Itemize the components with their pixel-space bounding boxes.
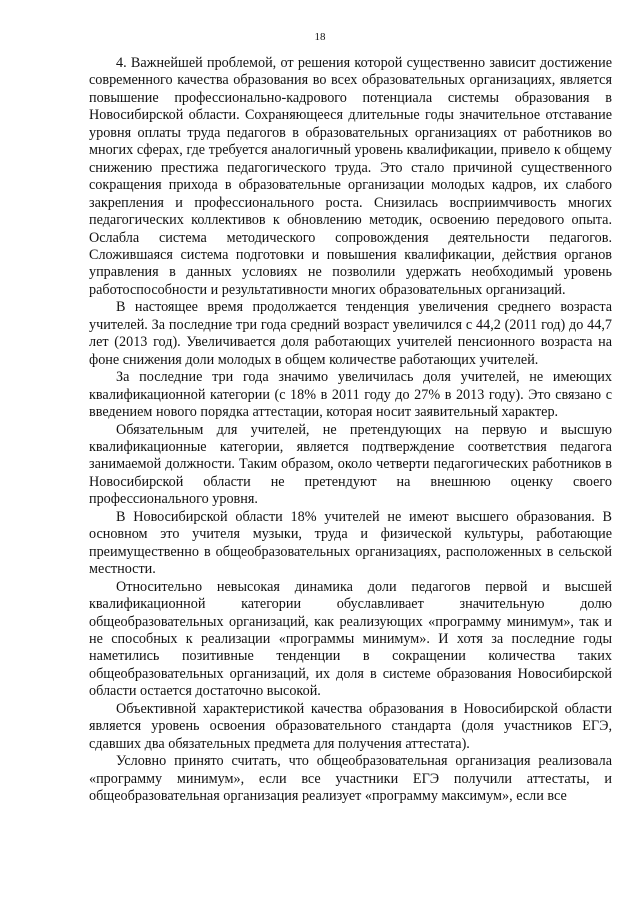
paragraph-higher-education: В Новосибирской области 18% учителей не имеют высшего образования. В основном это учителя музыки, труда и физической культуры, работающие преимущественно в общеобразовательных организациях, расположенных в сельской местности. xyxy=(89,508,612,578)
paragraph-program-minimum: Относительно невысокая динамика доли педагогов первой и высшей квалификационной категории обуславливает значительную долю общеобразовательных организаций, как реализующих «программу минимум», так и не способных к реализации «программы минимум». И хотя за последние годы наметились позитивные тенденции в сокращении количества таких общеобразовательных организаций, их доля в системе образования Новосибирской области остается достаточно высокой. xyxy=(89,578,612,700)
page-number: 18 xyxy=(314,31,326,43)
paragraph-teacher-age: В настоящее время продолжается тенденция увеличения среднего возраста учителей. За последние три года средний возраст увеличился с 44,2 (2011 год) до 44,7 лет (2013 год). Увеличивается доля работающих учителей пенсионного возраста на фоне снижения доли молодых в общем количестве работающих учителей. xyxy=(89,299,612,368)
paragraph-position-confirmation: Обязательным для учителей, не претендующих на первую и высшую квалификационные категории, является подтверждение соответствия педагога занимаемой должности. Таким образом, около четверти педагогических работников в Новосибирской области не претендуют на внешнюю оценку своего профессионального уровня. xyxy=(89,421,612,508)
paragraph-qualification-category: За последние три года значимо увеличилась доля учителей, не имеющих квалификационной категории (с 18% в 2011 году до 27% в 2013 году). Это связано с введением нового порядка аттестации, которая носит заявительный характер. xyxy=(89,369,612,421)
body-text xyxy=(89,55,612,805)
paragraph-quality-measure: Объективной характеристикой качества образования в Новосибирской области является уровень освоения образовательного стандарта (доля участников ЕГЭ, сдавших два обязательных предмета для получения аттестата). xyxy=(89,700,612,752)
paragraph-program-definition: Условно принято считать, что общеобразовательная организация реализовала «программу минимум», если все участники ЕГЭ получили аттестаты, и общеобразовательная организация реализует «программу максимум», если все xyxy=(89,753,612,805)
paragraph-staffing-problem: 4. Важнейшей проблемой, от решения которой существенно зависит достижение современного качества образования во всех образовательных организациях, является повышение профессионально-кадрового потенциала системы образования в Новосибирской области. Сохраняющееся длительные годы значительное отставание уровня оплаты труда педагогов в образовательных организациях от работников во многих сферах, где требуется аналогичный уровень квалификации, привело к общему снижению престижа педагогического труда. Это стало причиной существенного сокращения прихода в образовательные организации молодых кадров, их слабого закрепления и профессионального роста. Снизилась восприимчивость многих педагогических коллективов к обновлению методик, освоению передового опыта. Ослабла система методического сопровождения деятельности педагогов. Сложившаяся система подготовки и повышения квалификации, действия органов управления в данных условиях не позволили удержать необходимый уровень работоспособности и результативности многих образовательных организаций. xyxy=(89,55,612,298)
